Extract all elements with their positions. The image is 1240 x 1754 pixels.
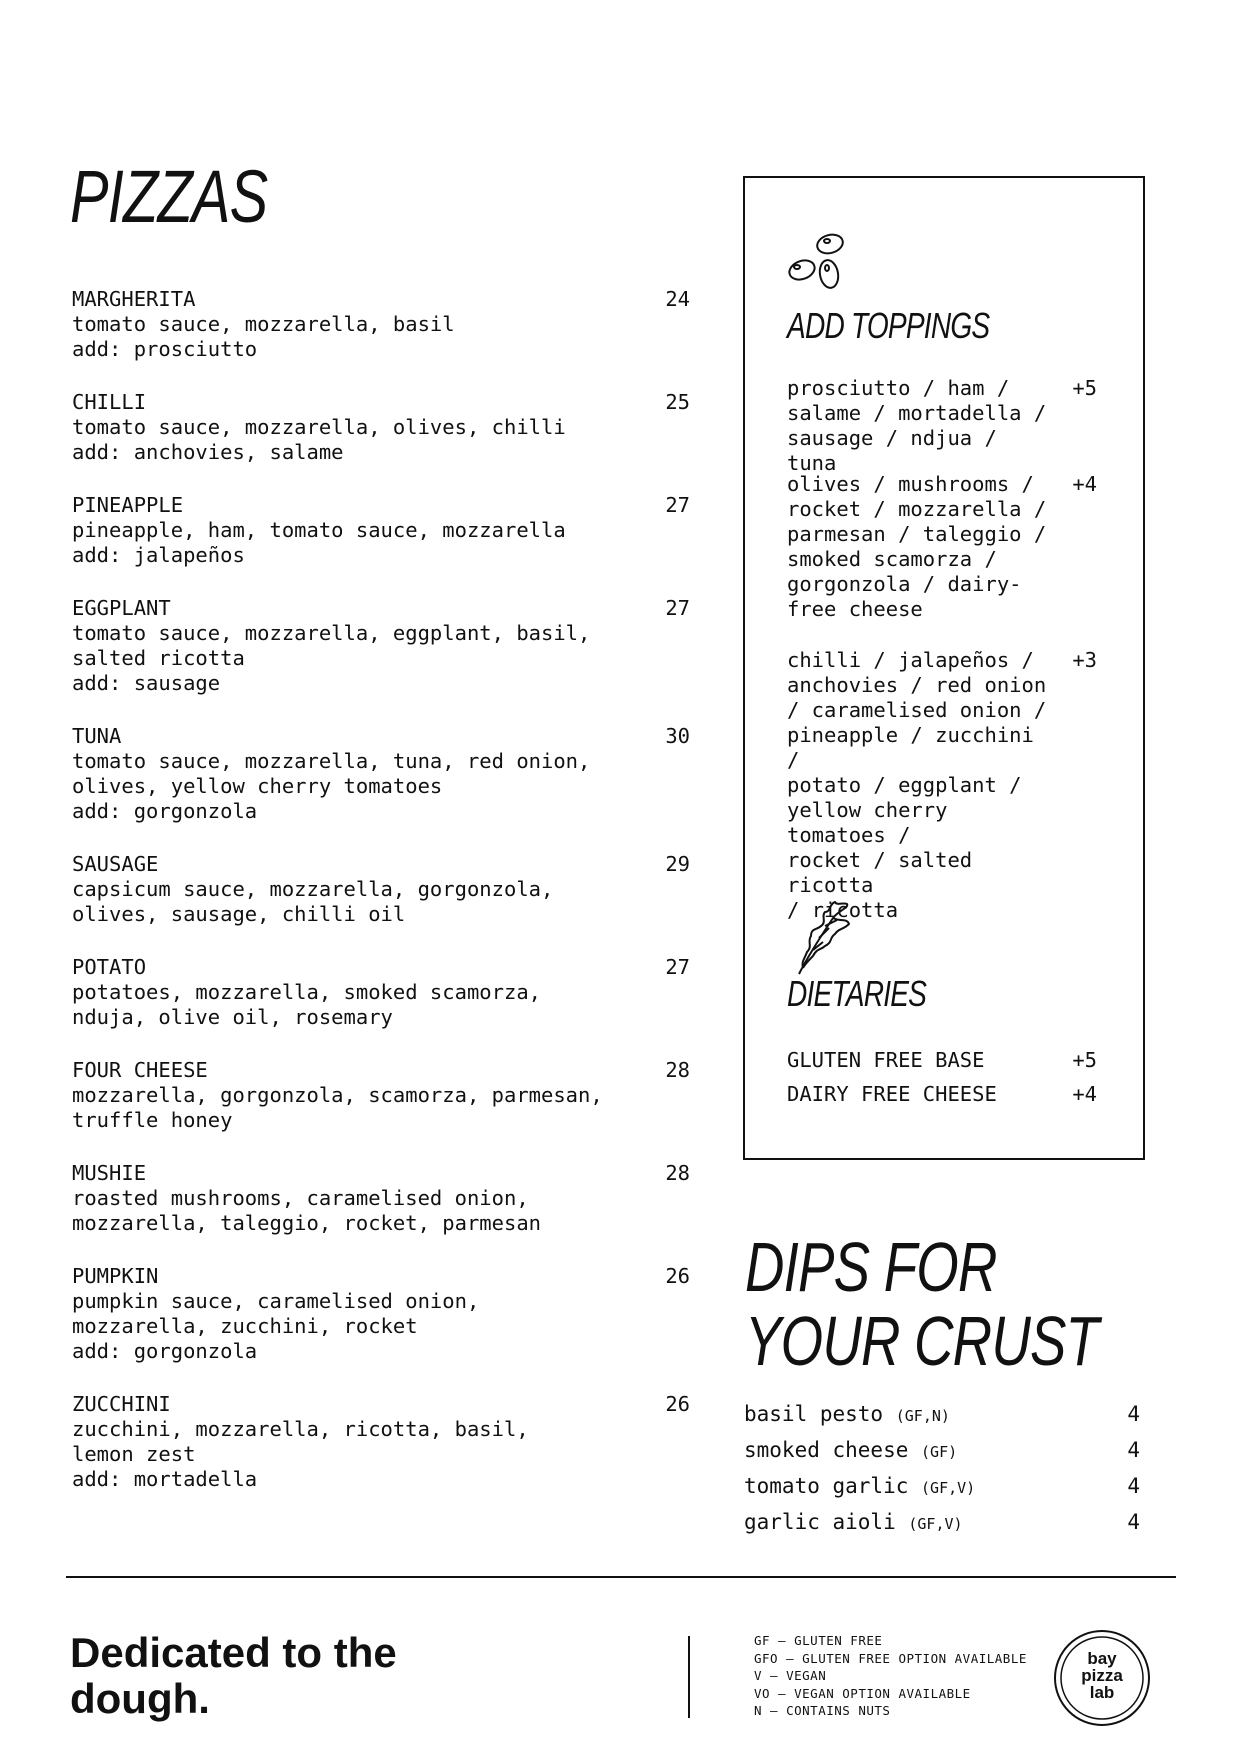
dip-dietary-tag: (GF,V) [921, 1479, 976, 1497]
pizza-description: mozzarella, taleggio, rocket, parmesan [72, 1211, 541, 1235]
pizza-description: salted ricotta [72, 646, 245, 670]
topping-line: parmesan / taleggio / [787, 522, 1047, 546]
pizza-name: PINEAPPLE [72, 493, 184, 517]
pizza-item [72, 493, 690, 568]
dip-item [744, 1505, 1140, 1541]
pizza-item [72, 955, 690, 1030]
dietary-legend [754, 1632, 1027, 1720]
pizza-name: ZUCCHINI [72, 1392, 171, 1416]
dip-name: tomato garlic [744, 1474, 909, 1498]
pizza-name: MUSHIE [72, 1161, 147, 1185]
pizza-description: truffle honey [72, 1108, 233, 1132]
topping-line: rocket / mozzarella / [787, 497, 1047, 521]
dip-dietary-tag: (GF,N) [895, 1407, 950, 1425]
pizza-description: mozzarella, gorgonzola, scamorza, parmesan, [72, 1083, 603, 1107]
topping-line: salame / mortadella / [787, 401, 1047, 425]
pizza-price: 28 [665, 1058, 690, 1082]
pizza-description: add: jalapeños [72, 543, 245, 567]
logo-word-pizza: pizza [1081, 1666, 1123, 1685]
rocket-leaf-icon [793, 898, 853, 978]
pizza-name: MARGHERITA [72, 287, 196, 311]
pizza-name: CHILLI [72, 390, 147, 414]
pizza-description: capsicum sauce, mozzarella, gorgonzola, [72, 877, 554, 901]
topping-line: yellow cherry tomatoes / [787, 798, 948, 847]
pizza-description: nduja, olive oil, rosemary [72, 1005, 393, 1029]
pizza-description: add: gorgonzola [72, 799, 258, 823]
toppings-heading: ADD TOPPINGS [787, 305, 990, 346]
dip-name: garlic aioli [744, 1510, 896, 1534]
pizza-price: 27 [665, 955, 690, 979]
pizza-description: add: mortadella [72, 1467, 258, 1491]
logo-word-bay: bay [1087, 1649, 1117, 1668]
dietary-name: GLUTEN FREE BASE [787, 1048, 985, 1072]
pizza-price: 25 [665, 390, 690, 414]
dip-item [744, 1433, 1140, 1469]
dips-list [744, 1397, 1140, 1541]
topping-line: sausage / ndjua / tuna [787, 426, 997, 475]
pizzas-title: PIZZAS [70, 155, 268, 238]
topping-line: pineapple / zucchini / [787, 723, 1034, 772]
pizza-item [72, 596, 690, 696]
pizza-name: POTATO [72, 955, 147, 979]
pizza-price: 29 [665, 852, 690, 876]
pizza-item [72, 1264, 690, 1364]
tagline-line-1: Dedicated to the [70, 1629, 397, 1676]
dietaries-heading: DIETARIES [787, 973, 927, 1014]
topping-line: olives / mushrooms / [787, 472, 1034, 496]
pizza-description: pumpkin sauce, caramelised onion, [72, 1289, 480, 1313]
dips-title: DIPS FOR YOUR CRUST [745, 1228, 1099, 1380]
pizza-description: zucchini, mozzarella, ricotta, basil, [72, 1417, 529, 1441]
pizza-price: 26 [665, 1264, 690, 1288]
olives-icon [785, 230, 851, 296]
topping-group [787, 376, 1107, 476]
dip-price: 4 [1127, 1474, 1140, 1498]
pizza-item [72, 1058, 690, 1133]
dietary-price: +4 [1072, 1082, 1097, 1106]
pizza-price: 24 [665, 287, 690, 311]
legend-line: VO — VEGAN OPTION AVAILABLE [754, 1685, 971, 1701]
topping-line: prosciutto / ham / [787, 376, 1010, 400]
footer-divider [66, 1576, 1176, 1578]
pizza-description: potatoes, mozzarella, smoked scamorza, [72, 980, 541, 1004]
pizza-description: add: gorgonzola [72, 1339, 258, 1363]
topping-group [787, 472, 1107, 622]
dietary-price: +5 [1072, 1048, 1097, 1072]
topping-line: / ricotta [787, 898, 899, 922]
dip-price: 4 [1127, 1402, 1140, 1426]
pizza-item [72, 1392, 690, 1492]
tagline [70, 1630, 490, 1722]
pizza-item [72, 1161, 690, 1236]
pizza-description: olives, sausage, chilli oil [72, 902, 406, 926]
pizza-item [72, 287, 690, 362]
pizza-description: tomato sauce, mozzarella, tuna, red onion, [72, 749, 591, 773]
pizza-price: 27 [665, 596, 690, 620]
dip-dietary-tag: (GF) [921, 1443, 958, 1461]
dietary-item [787, 1048, 1097, 1073]
topping-line: rocket / salted ricotta [787, 848, 973, 897]
footer-vertical-divider [688, 1636, 690, 1718]
pizza-price: 30 [665, 724, 690, 748]
pizza-name: PUMPKIN [72, 1264, 159, 1288]
dip-price: 4 [1127, 1438, 1140, 1462]
pizza-item [72, 724, 690, 824]
pizza-description: tomato sauce, mozzarella, olives, chilli [72, 415, 566, 439]
pizza-description: roasted mushrooms, caramelised onion, [72, 1186, 529, 1210]
logo [1052, 1628, 1152, 1728]
dip-item [744, 1397, 1140, 1433]
logo-word-lab: lab [1089, 1683, 1115, 1702]
pizza-name: FOUR CHEESE [72, 1058, 208, 1082]
toppings-box [743, 176, 1145, 1160]
tagline-line-2: dough. [70, 1675, 210, 1722]
dietary-name: DAIRY FREE CHEESE [787, 1082, 997, 1106]
pizza-description: tomato sauce, mozzarella, basil [72, 312, 455, 336]
topping-line: anchovies / red onion [787, 673, 1047, 697]
topping-price: +5 [1072, 376, 1097, 400]
dip-name: smoked cheese [744, 1438, 909, 1462]
legend-line: GFO — GLUTEN FREE OPTION AVAILABLE [754, 1650, 1027, 1666]
pizza-price: 26 [665, 1392, 690, 1416]
dip-item [744, 1469, 1140, 1505]
pizza-description: add: sausage [72, 671, 221, 695]
dip-price: 4 [1127, 1510, 1140, 1534]
pizza-name: EGGPLANT [72, 596, 171, 620]
topping-price: +3 [1072, 648, 1097, 672]
dietary-item [787, 1082, 1097, 1107]
pizza-description: add: anchovies, salame [72, 440, 344, 464]
pizza-description: add: prosciutto [72, 337, 258, 361]
pizza-description: tomato sauce, mozzarella, eggplant, basil, [72, 621, 591, 645]
logo-text [1052, 1650, 1152, 1701]
pizza-item [72, 852, 690, 927]
topping-price: +4 [1072, 472, 1097, 496]
pizza-name: TUNA [72, 724, 122, 748]
dip-dietary-tag: (GF,V) [908, 1515, 963, 1533]
legend-line: N — CONTAINS NUTS [754, 1703, 891, 1718]
pizza-name: SAUSAGE [72, 852, 159, 876]
pizza-description: pineapple, ham, tomato sauce, mozzarella [72, 518, 566, 542]
topping-line: gorgonzola / dairy- [787, 572, 1022, 596]
pizza-item [72, 390, 690, 465]
topping-line: free cheese [787, 597, 923, 621]
topping-line: chilli / jalapeños / [787, 648, 1034, 672]
topping-group [787, 648, 1107, 923]
pizza-price: 28 [665, 1161, 690, 1185]
topping-line: potato / eggplant / [787, 773, 1022, 797]
pizza-price: 27 [665, 493, 690, 517]
dip-name: basil pesto [744, 1402, 884, 1426]
legend-line: GF — GLUTEN FREE [754, 1633, 883, 1648]
pizza-list [72, 287, 690, 1520]
pizza-description: lemon zest [72, 1442, 196, 1466]
pizza-description: mozzarella, zucchini, rocket [72, 1314, 418, 1338]
topping-line: / caramelised onion / [787, 698, 1047, 722]
topping-line: smoked scamorza / [787, 547, 997, 571]
pizza-description: olives, yellow cherry tomatoes [72, 774, 443, 798]
legend-line: V — VEGAN [754, 1668, 827, 1683]
